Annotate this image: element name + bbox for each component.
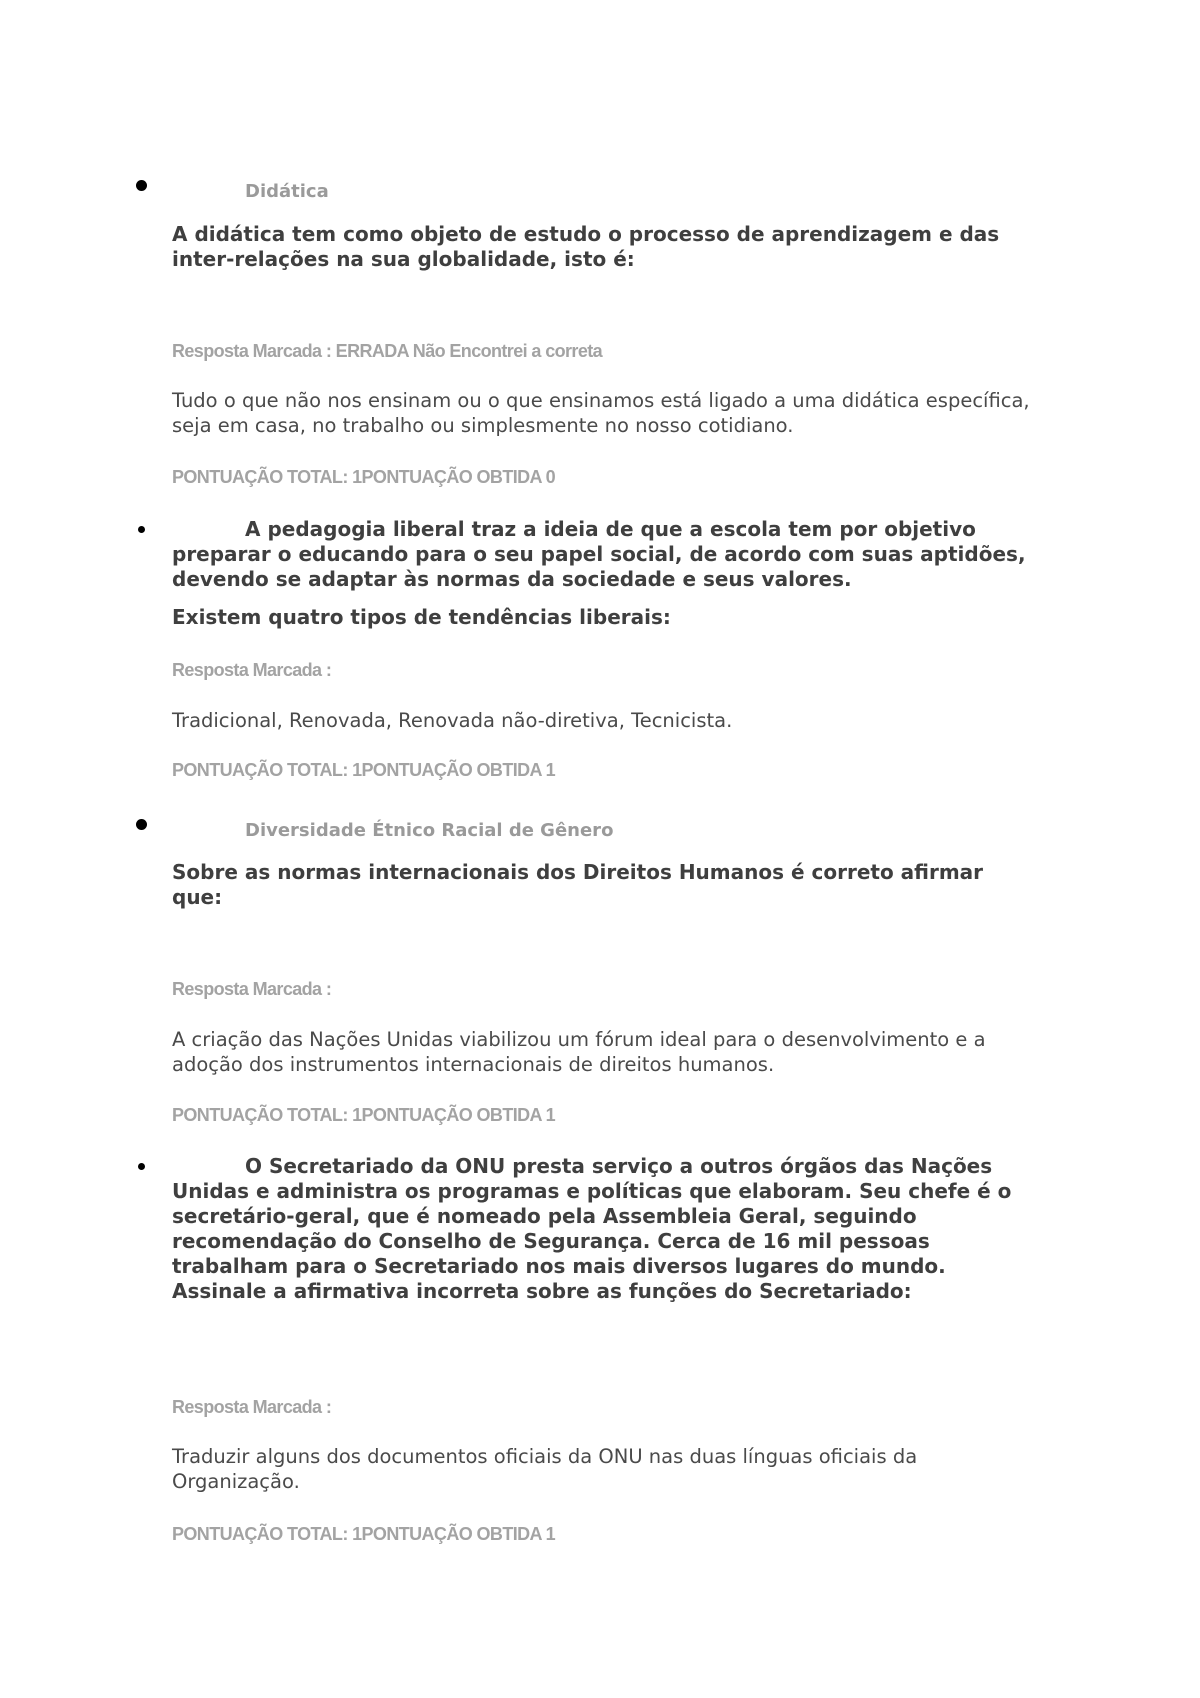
marked-answer-label: Resposta Marcada : xyxy=(172,660,332,680)
question-text-extra: Existem quatro tipos de tendências liberais: xyxy=(172,605,671,629)
marked-answer-label: Resposta Marcada : xyxy=(172,979,332,999)
question-text-content: A pedagogia liberal traz a ideia de que a escola tem por objetivo preparar o educando para o seu papel social, de acordo com suas aptidões, devendo se adaptar às normas da sociedade e seus valores. xyxy=(172,517,1026,591)
marked-answer-label: Resposta Marcada : xyxy=(172,1397,332,1417)
question-category: Didática xyxy=(245,181,329,202)
bullet-icon xyxy=(138,526,145,533)
bullet-icon xyxy=(136,819,147,830)
score-line: PONTUAÇÃO TOTAL: 1PONTUAÇÃO OBTIDA 1 xyxy=(172,1105,556,1125)
answer-text: Tudo o que não nos ensinam ou o que ensinamos está ligado a uma didática específica, seja em casa, no trabalho ou simplesmente no nosso cotidiano. xyxy=(172,389,1030,437)
bullet-icon xyxy=(138,1163,145,1170)
score-line: PONTUAÇÃO TOTAL: 1PONTUAÇÃO OBTIDA 1 xyxy=(172,1524,556,1544)
bullet-icon xyxy=(136,180,147,191)
question-category: Diversidade Étnico Racial de Gênero xyxy=(245,820,614,841)
score-line: PONTUAÇÃO TOTAL: 1PONTUAÇÃO OBTIDA 1 xyxy=(172,760,556,780)
question-text: Sobre as normas internacionais dos Direitos Humanos é correto afirmar que: xyxy=(172,860,984,909)
score-line: PONTUAÇÃO TOTAL: 1PONTUAÇÃO OBTIDA 0 xyxy=(172,467,556,487)
answer-text: Tradicional, Renovada, Renovada não-diretiva, Tecnicista. xyxy=(172,709,733,732)
answer-text: Traduzir alguns dos documentos oficiais da ONU nas duas línguas oficiais da Organização. xyxy=(172,1445,918,1493)
question-text-content: O Secretariado da ONU presta serviço a outros órgãos das Nações Unidas e administra os programas e políticas que elaboram. Seu chefe é o secretário-geral, que é nomeado pela Assembleia Geral, seguindo recomendação do Conselho de Segurança. Cerca de 16 mil pessoas trabalham para o Secretariado nos mais diversos lugares do mundo. Assinale a afirmativa incorreta sobre as funções do Secretariado: xyxy=(172,1154,1012,1303)
answer-text: A criação das Nações Unidas viabilizou um fórum ideal para o desenvolvimento e a adoção dos instrumentos internacionais de direitos humanos. xyxy=(172,1028,986,1076)
question-text xyxy=(172,1154,1032,1304)
question-text: A didática tem como objeto de estudo o processo de aprendizagem e das inter-relações na sua globalidade, isto é: xyxy=(172,222,1000,271)
question-text xyxy=(172,517,1032,592)
marked-answer-label: Resposta Marcada : ERRADA Não Encontrei a correta xyxy=(172,341,603,361)
